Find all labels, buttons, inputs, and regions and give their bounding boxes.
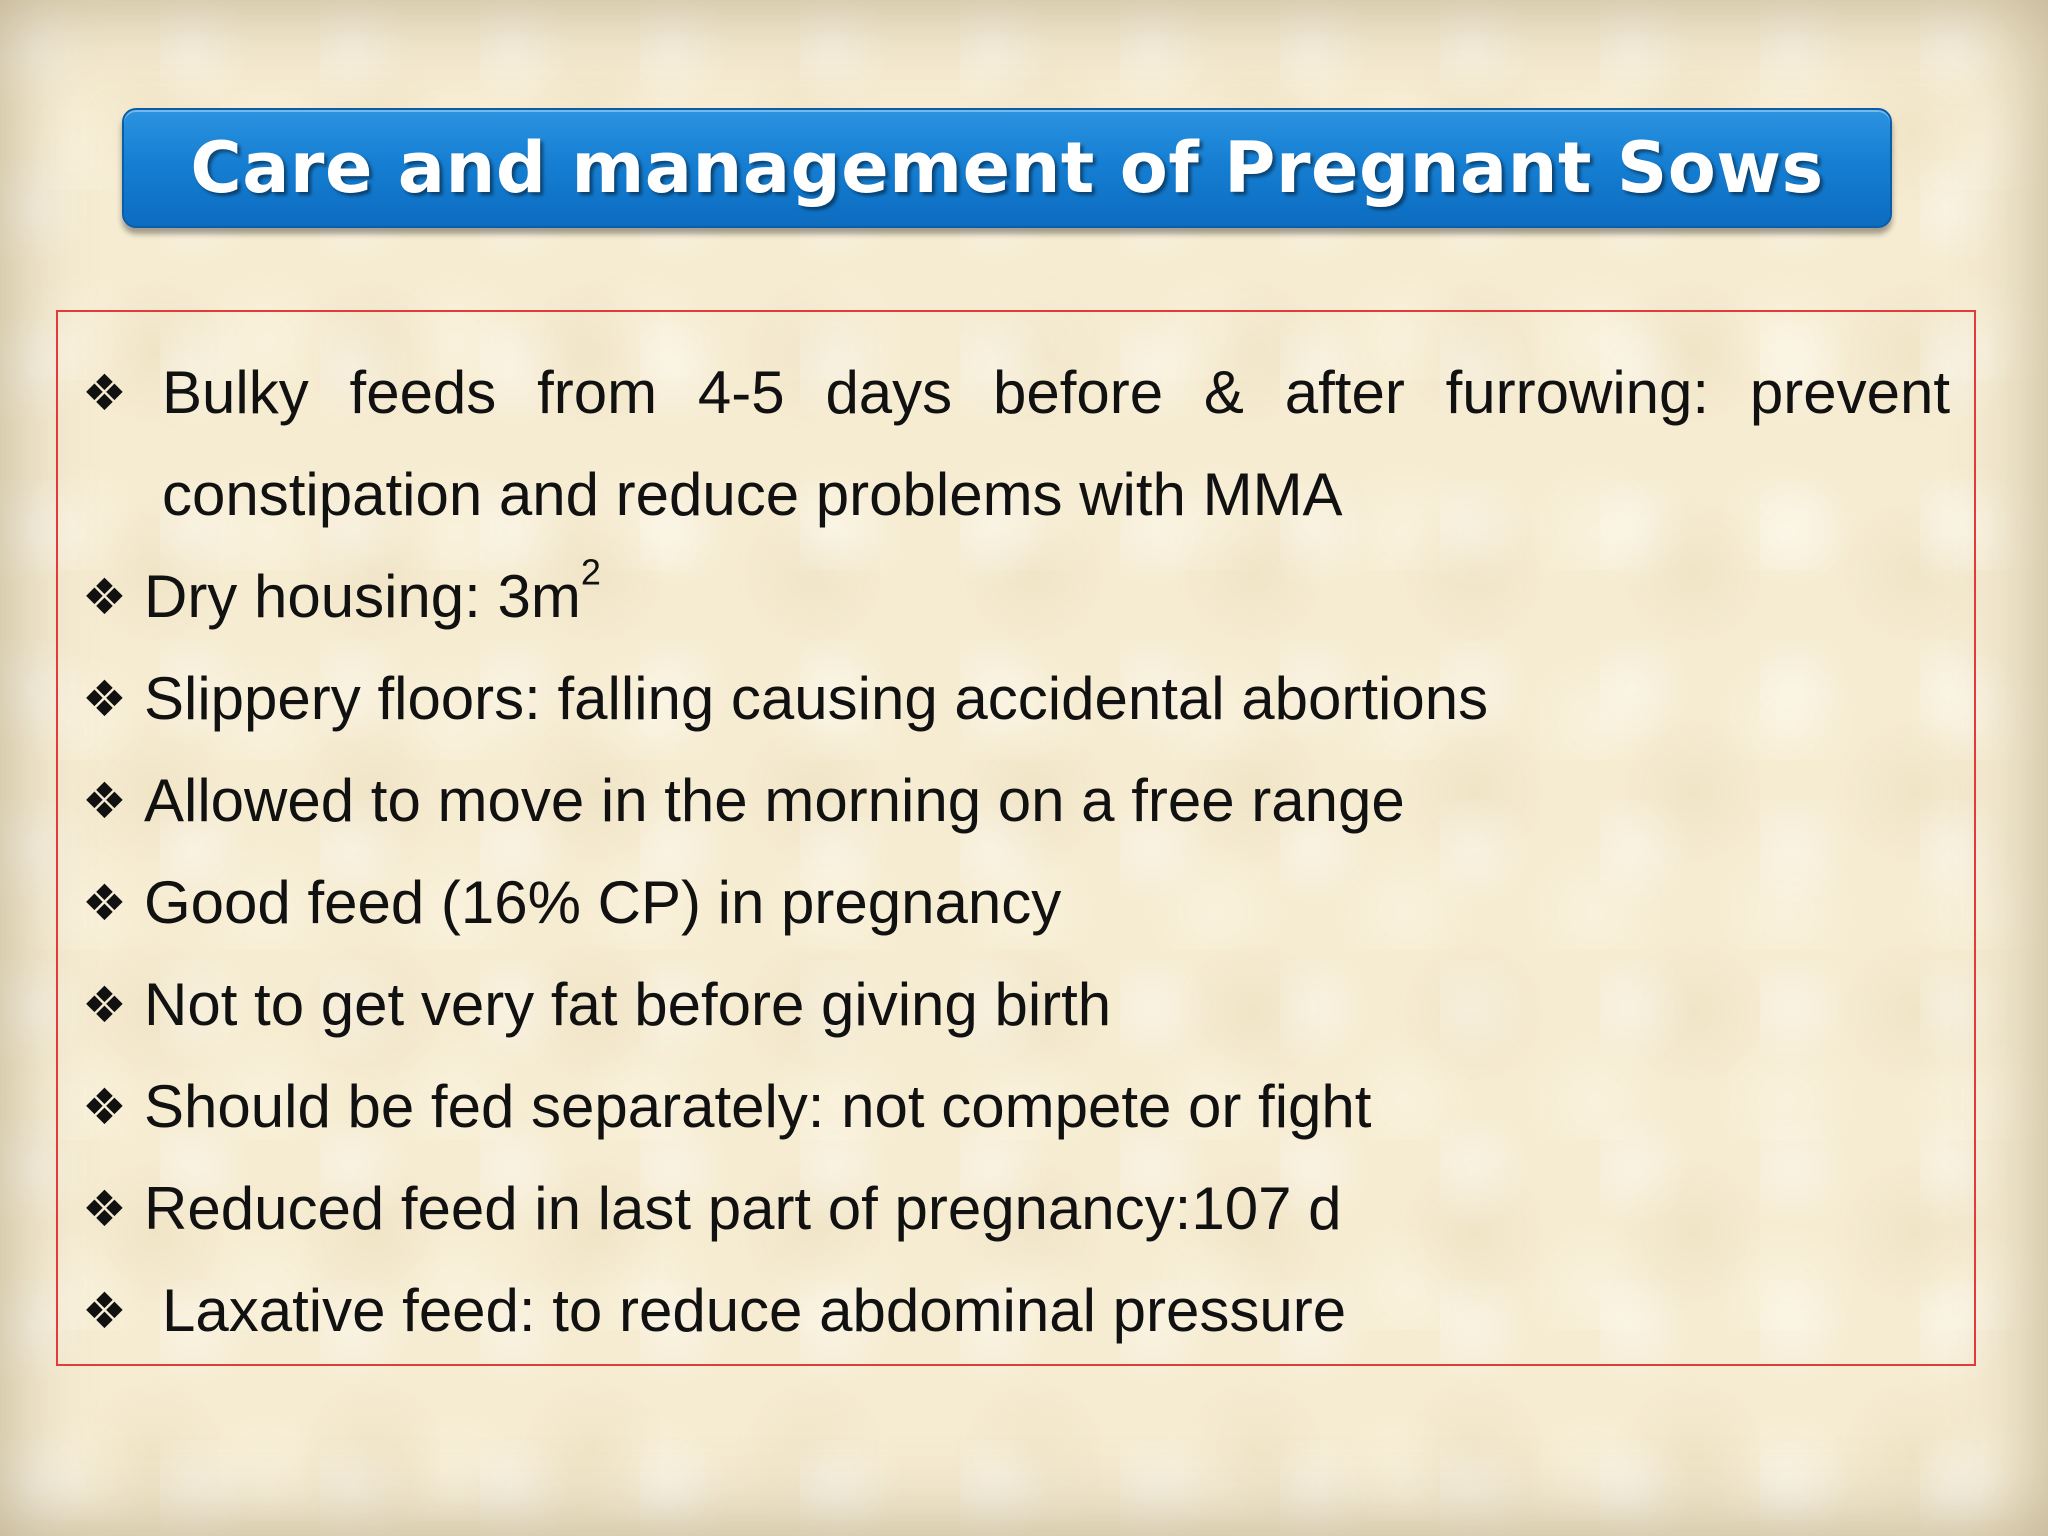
bullet-item-laxative-feed bbox=[82, 1260, 1950, 1362]
bullet-text-main: Dry housing: 3m bbox=[144, 563, 581, 630]
bullet-text: Not to get very fat before giving birth bbox=[144, 971, 1112, 1038]
diamond-bullet-icon: ❖ bbox=[82, 670, 127, 728]
bullet-item-not-fat bbox=[82, 954, 1950, 1056]
bullet-text bbox=[144, 546, 1950, 648]
diamond-bullet-icon: ❖ bbox=[82, 976, 127, 1034]
diamond-bullet-icon: ❖ bbox=[82, 568, 127, 626]
bullet-item-good-feed bbox=[82, 852, 1950, 954]
bullet-text: Laxative feed: to reduce abdominal pressure bbox=[162, 1277, 1347, 1344]
bullet-text: Allowed to move in the morning on a free range bbox=[144, 767, 1405, 834]
bullet-text: Good feed (16% CP) in pregnancy bbox=[144, 869, 1062, 936]
bullet-item-dry-housing bbox=[82, 546, 1950, 648]
bullet-text: Bulky feeds from 4-5 days before & after furrowing: prevent constipation and reduce problems with MMA bbox=[162, 359, 1950, 528]
bullet-item-slippery-floors bbox=[82, 648, 1950, 750]
bullet-item-free-range bbox=[82, 750, 1950, 852]
slide-title: Care and management of Pregnant Sows bbox=[190, 127, 1824, 209]
title-banner bbox=[122, 108, 1892, 228]
superscript: 2 bbox=[580, 551, 601, 593]
diamond-bullet-icon: ❖ bbox=[82, 1282, 127, 1340]
bullet-list bbox=[82, 342, 1950, 1362]
bullet-text: Should be fed separately: not compete or fight bbox=[144, 1073, 1372, 1140]
bullet-item-fed-separately bbox=[82, 1056, 1950, 1158]
diamond-bullet-icon: ❖ bbox=[82, 1078, 127, 1136]
diamond-bullet-icon: ❖ bbox=[82, 772, 127, 830]
bullet-item-bulky-feeds bbox=[82, 342, 1950, 546]
content-box bbox=[56, 310, 1976, 1366]
bullet-item-reduced-feed bbox=[82, 1158, 1950, 1260]
diamond-bullet-icon: ❖ bbox=[82, 874, 127, 932]
diamond-bullet-icon: ❖ bbox=[82, 1180, 127, 1238]
diamond-bullet-icon: ❖ bbox=[82, 364, 127, 422]
bullet-text: Slippery floors: falling causing accidental abortions bbox=[144, 665, 1489, 732]
bullet-text: Reduced feed in last part of pregnancy:107 d bbox=[144, 1175, 1342, 1242]
